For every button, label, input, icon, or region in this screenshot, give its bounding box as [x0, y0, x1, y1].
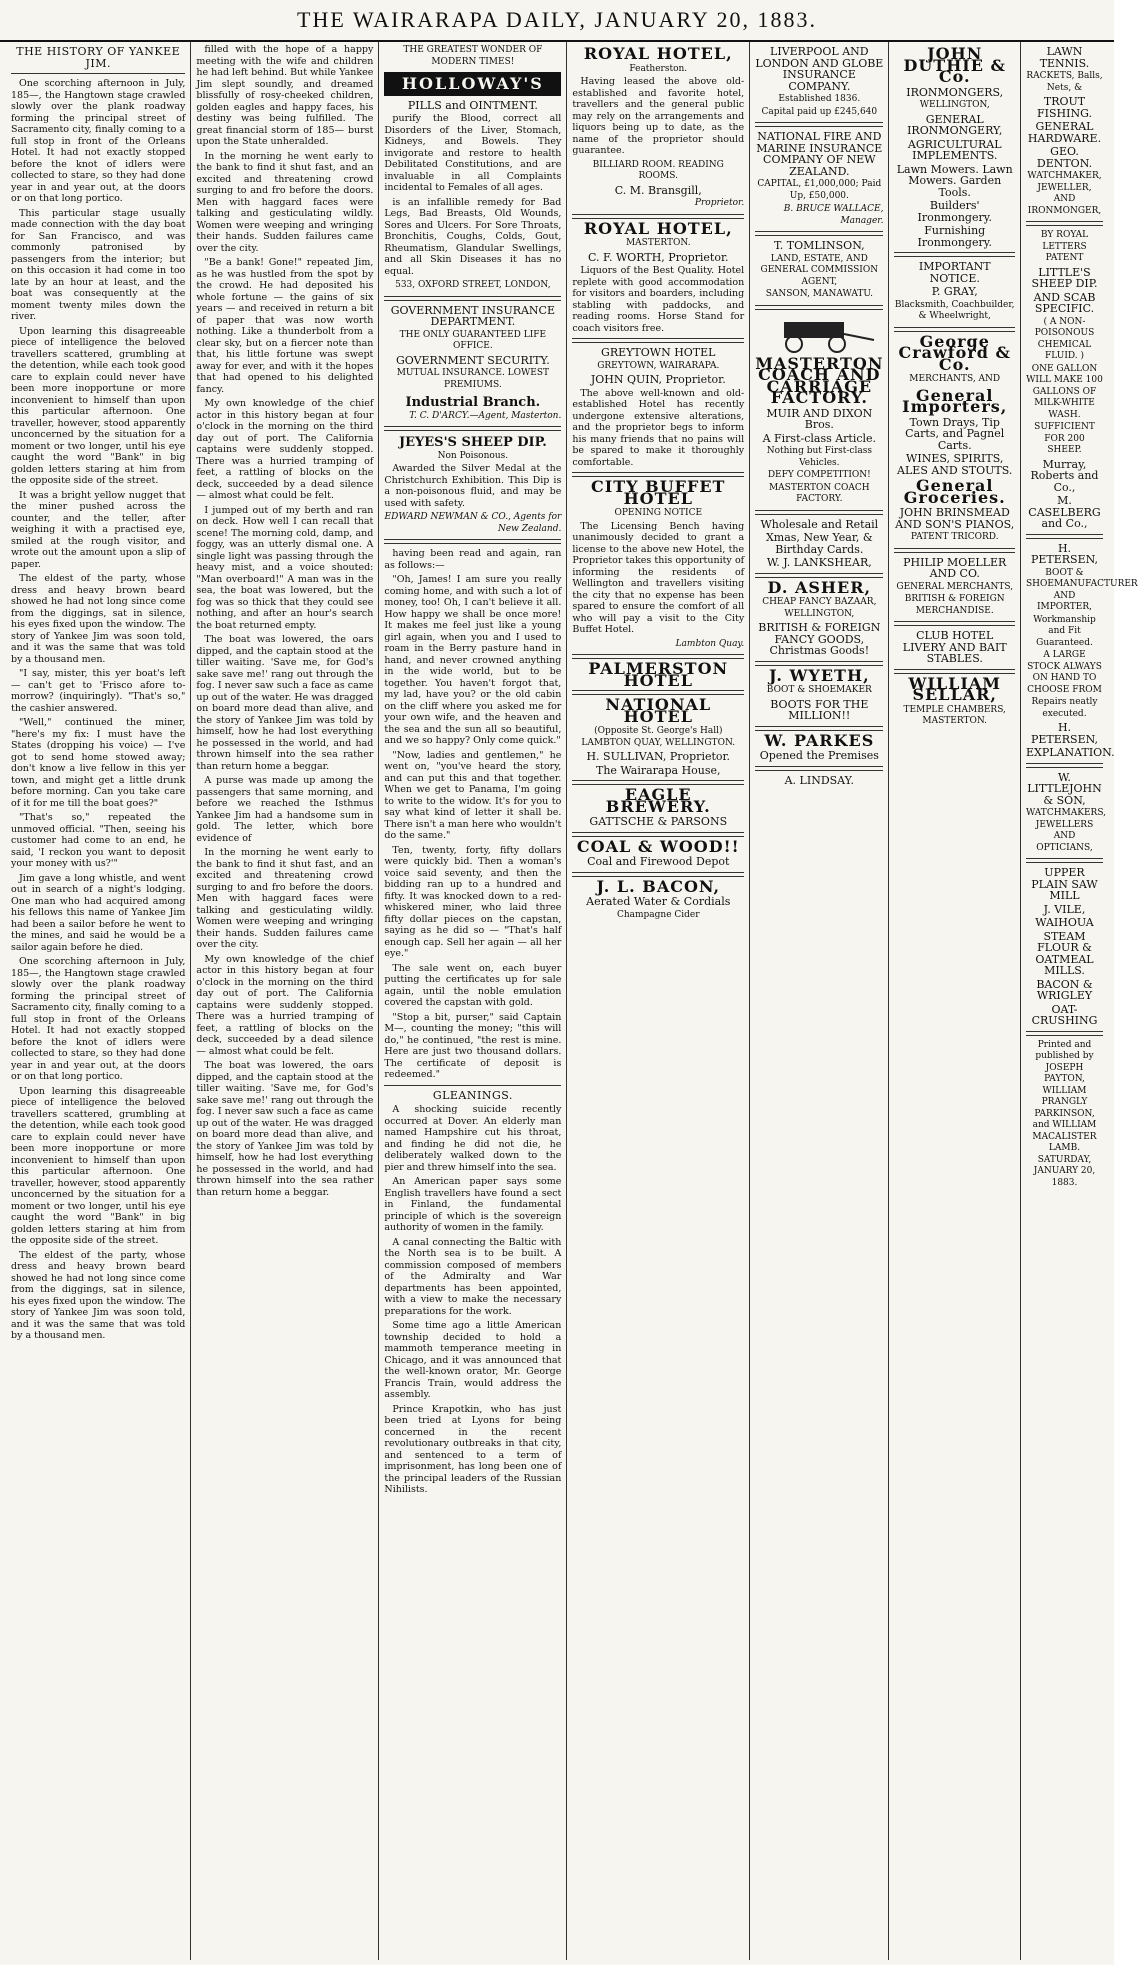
ad-heading: D. ASHER, — [767, 577, 872, 597]
divider — [755, 231, 883, 236]
column-3 — [379, 42, 567, 1960]
ad-signed: Proprietor. — [694, 198, 745, 208]
article-paragraph: In the morning he went early to the bank to find it shut fast, and an excited and threatening crowd surging to and fro before the doors. Men with haggard faces were talking and gesticulating wildly. Women were weeping and wringing their hands. Sudden failures came over the city. — [196, 150, 374, 254]
ad-heading: BACON & WRIGLEY — [1036, 977, 1093, 1002]
divider — [11, 73, 185, 74]
divider — [1026, 763, 1103, 768]
ad-body: Awarded the Silver Medal at the Christchurch Exhibition. This Dip is a non-poisonous fluid, and may be used with safety. — [384, 463, 562, 509]
divider — [894, 669, 1015, 674]
ad-subheading: MERCHANTS, AND — [909, 374, 1001, 384]
ad-subheading: Capital paid up £245,640 — [761, 106, 878, 117]
ad-subheading: WATCHMAKERS, JEWELLERS AND OPTICIANS, — [1026, 808, 1107, 853]
divider — [894, 327, 1015, 332]
article-paragraph: "Now, ladies and gentlemen," he went on, "you've heard the story, and can put this and that together. When we get to Panama, I'm going to write to the widow. It's for you to say what kind of letter it shall be. There isn't a man here who wouldn't do the same." — [384, 749, 562, 841]
ad-subheading: MASTERTON COACH FACTORY. — [768, 482, 870, 504]
ad-heading: AND SCAB SPECIFIC. — [1033, 290, 1096, 315]
ad-signed: Lambton Quay. — [675, 638, 745, 649]
ad-heading: JOHN BRINSMEAD AND SON'S PIANOS, — [895, 506, 1015, 531]
article-paragraph: My own knowledge of the chief actor in this history began at four o'clock in the morning on the third day out of port. The California captains were suddenly stopped. There was a hurried tramping of feet, a rattling of blocks on the deck, succeeded by a dead silence — almost what could be felt. — [196, 953, 374, 1057]
ad-subheading: ONE GALLON WILL MAKE 100 GALLONS OF MILK-WHITE WASH. — [1026, 363, 1103, 420]
ad-subheading: Workmanship and Fit Guaranteed. — [1033, 614, 1096, 648]
article-paragraph: "Oh, James! I am sure you really coming home, and with such a lot of money, too! Oh, I can't believe it all. How happy we shall be once more! It makes me feel just like a young girl again, when you and I used to roam in the Berry pasture hand in hand, and never crowned anything in the wide world, but to be together. You haven't forgot that, my lad, have you? or the old cabin on the cliff where you asked me for your own wife, and the heaven and the sea and the sun all so beautiful, and we so happy? Only come quick." — [384, 574, 562, 746]
article-paragraph: One scorching afternoon in July, 185—, the Hangtown stage crawled slowly over the plank roadway forming the principal street of Sacramento city, finally coming to a full stop in front of the Orleans Hotel. It had not exactly stopped before the knot of idlers were collected to stare, so they had done year in and year out, at the doors or on that long portico. — [11, 956, 186, 1082]
ad-body: Having leased the above old-established and favorite hotel, travellers and the general public may rely on the arrangements and liquors being up to date, as the name of the proprietor should guarantee. — [572, 76, 745, 156]
ad-heading: Builders' Ironmongery. — [917, 199, 992, 224]
ad-heading: PHILIP MOELLER AND CO. — [903, 555, 1007, 580]
ad-subheading: WELLINGTON, — [919, 100, 990, 110]
ad-heading: Opened the Premises — [759, 749, 879, 762]
ad-heading: GENERAL IRONMONGERY, — [907, 112, 1003, 137]
ad-subheading: BOOT & SHOEMANUFACTURER AND IMPORTER, — [1026, 567, 1138, 612]
ad-subheading: Repairs neatly executed. — [1031, 697, 1098, 719]
article-paragraph: The boat was lowered, the oars dipped, and the captain stood at the tiller waiting. 'Save me, for God's sake save me!' rang out through the fog. I never saw such a face as came up out of the water. He was dragged on board more dead than alive, and the story of Yankee Jim was told by himself, how he had lost everything he possessed in the world, and had thrown himself into the sea rather than return home a beggar. — [196, 1060, 374, 1198]
ad-heading: Coal and Firewood Depot — [587, 855, 730, 868]
ad-subheading: (Opposite St. George's Hall) LAMBTON QUAY, WELLINGTON. — [581, 726, 736, 748]
ad-heading: WINES, SPIRITS, ALES AND STOUTS. — [897, 452, 1013, 477]
ad-subheading: Featherston. — [629, 63, 688, 74]
ad-body: Liquors of the Best Quality. Hotel replete with good accommodation for visitors and boarders, including stabling with paddocks, and reading rooms. Horse Stand for coach visitors free. — [572, 265, 745, 334]
ad-heading: WILLIAM SELLAR, — [908, 673, 1001, 704]
ad-address: 533, OXFORD STREET, LONDON, — [395, 280, 551, 290]
ad-subheading: CAPITAL, £1,000,000; Paid Up, £50,000. — [757, 179, 882, 201]
ad-subheading: Blacksmith, Coachbuilder, & Wheelwright, — [894, 299, 1015, 321]
ad-subheading: BILLIARD ROOM. READING ROOMS. — [592, 159, 724, 181]
ad-heading: IMPORTANT NOTICE. — [918, 260, 991, 285]
ad-heading: GOVERNMENT SECURITY. — [395, 353, 550, 367]
ad-heading: WAIHOUA — [1035, 916, 1094, 929]
ad-body: is an infallible remedy for Bad Legs, Bad Breasts, Old Wounds, Sores and Ulcers. For Sore Throats, Bronchitis, Coughs, Colds, Gout, Rheumatism, Glandular Swellings, and all Skin Diseases it has no equal. — [384, 196, 562, 277]
column-5 — [750, 42, 889, 1960]
ad-heading: General Importers, — [902, 385, 1008, 416]
divider — [572, 872, 744, 877]
ad-subheading: TEMPLE CHAMBERS, MASTERTON. — [903, 704, 1006, 726]
gleaning-item: A canal connecting the Baltic with the North sea is to be built. A commission composed of members of the Admiralty and War departments has been appointed, with a view to make the necessary preparations for the work. — [384, 1236, 562, 1317]
ad-subheading: BOOT & SHOEMAKER — [766, 685, 872, 695]
ad-heading: GATTSCHE & PARSONS — [589, 815, 728, 828]
article-paragraph: The boat was lowered, the oars dipped, and the captain stood at the tiller waiting. 'Save me, for God's sake save me!' rang out through the fog. I never saw such a face as came up out of the water. He was dragged on board more dead than alive, and the story of Yankee Jim was told by himself, how he had lost everything he possessed in the world, and had thrown himself into the sea rather than return home a beggar. — [196, 634, 374, 772]
divider — [572, 214, 744, 219]
ad-heading: Murray, Roberts and Co., — [1030, 457, 1099, 494]
ad-heading: W. PARKES — [764, 730, 875, 750]
ad-heading: OAT-CRUSHING — [1031, 1002, 1098, 1027]
divider — [384, 1085, 561, 1086]
ad-heading: Xmas, New Year, & Birthday Cards. — [765, 531, 873, 556]
ad-heading: CITY BUFFET HOTEL — [591, 477, 726, 508]
ad-heading: M. CASELBERG and Co., — [1028, 494, 1101, 530]
divider — [894, 548, 1015, 553]
ad-subheading: SANSON, MANAWATU. — [765, 289, 873, 299]
article-paragraph: A purse was made up among the passengers that same morning, and before we reached the Isthmus Yankee Jim had a handsome sum in gold. The letter, which bore evidence of — [196, 775, 374, 844]
article-paragraph: The sale went on, each buyer putting the certificates up for sale again, until the noble emulation covered the capstan with gold. — [384, 962, 562, 1008]
article-paragraph: In the morning he went early to the bank to find it shut fast, and an excited and threatening crowd surging to and fro before the doors. Men with haggard faces were talking and gesticulating wildly. Women were weeping and wringing their hands. Sudden failures came over the city. — [196, 847, 374, 950]
ad-heading: T. TOMLINSON, — [774, 239, 865, 252]
divider — [755, 573, 883, 578]
ad-proprietor: C. M. Bransgill, — [614, 183, 702, 197]
ad-subheading: RACKETS, Balls, Nets, & — [1026, 71, 1103, 93]
ad-proprietor: P. GRAY, — [931, 285, 978, 298]
divider — [384, 296, 561, 301]
ad-subheading: MASTERTON. — [625, 238, 691, 248]
ad-heading: BRITISH & FOREIGN FANCY GOODS, Christmas Goods! — [758, 621, 881, 657]
ad-subheading: GREYTOWN, WAIRARAPA. — [597, 360, 720, 371]
carriage-icon — [759, 314, 879, 354]
divider — [1026, 858, 1103, 863]
ad-heading: TROUT FISHING. — [1037, 95, 1092, 120]
divider — [1026, 1031, 1103, 1036]
ad-heading: JEYES'S SHEEP DIP. — [398, 435, 547, 450]
ad-heading: J. L. BACON, — [596, 876, 721, 896]
ad-heading: AGRICULTURAL IMPLEMENTS. — [907, 137, 1002, 162]
ad-agent: EDWARD NEWMAN & CO., Agents for New Zealand. — [384, 512, 562, 534]
ad-subheading: Non Poisonous. — [437, 450, 509, 461]
printer-footer: Printed and published by JOSEPH PAYTON, WILLIAM PRANGLY PARKINSON, and WILLIAM MACALISTER LAMB. SATURDAY, JANUARY 20, 1883. — [1032, 1039, 1097, 1188]
divider — [755, 122, 883, 127]
article-paragraph: The eldest of the party, whose dress and heavy brown beard showed he had not long since come from the diggings, sat in silence, his eyes fixed upon the window. The story of Yankee Jim was soon told, and it was the same that was told by a thousand men. — [11, 573, 186, 665]
article-paragraph: My own knowledge of the chief actor in this history began at four o'clock in the morning on the third day out of port. The California captains were suddenly stopped. There was a hurried tramping of feet, a rattling of blocks on the deck, succeeded by a dead silence — almost what could be felt. — [196, 398, 374, 501]
ad-subheading: SUFFICIENT FOR 200 SHEEP. — [1034, 422, 1095, 455]
gleaning-item: An American paper says some English travellers have found a sect in Finland, the fundamental principle of which is the sovereign authority of women in the family. — [384, 1176, 562, 1233]
ad-proprietor: H. SULLIVAN, Proprietor. — [586, 750, 731, 763]
ad-heading: UPPER PLAIN SAW MILL — [1031, 866, 1098, 902]
gleaning-item: Some time ago a little American township decided to hold a mammoth temperance meeting in Chicago, and it was announced that the well-known orator, Mr. George Francis Train, would address the assembly. — [384, 1320, 562, 1400]
divider — [755, 510, 883, 515]
article-paragraph: The eldest of the party, whose dress and heavy brown beard showed he had not long since come from the diggings, sat in silence, his eyes fixed upon the window. The story of Yankee Jim was soon told, and it was the same that was told by a thousand men. — [11, 1249, 186, 1341]
article-paragraph: "Stop a bit, purser," said Captain M—, counting the money; "this will do," he continued, "the rest is mine. Here are just two thousand dollars. The certificate of deposit is redeemed." — [384, 1011, 562, 1080]
ad-subheading: DEFY COMPETITION! — [767, 470, 871, 480]
ad-heading: ROYAL HOTEL, — [583, 44, 733, 63]
ad-proprietor: W. J. LANKSHEAR, — [766, 556, 872, 569]
column-2 — [191, 42, 379, 1960]
article-paragraph: filled with the hope of a happy meeting with the wife and children he had left behind. But while Yankee Jim slept soundly, and dreamed blissfully of rosy-cheeked children, golden eagles and happy faces, his destiny was being fulfilled. The great financial storm of 185— burst upon the State unheralded. — [196, 44, 374, 147]
ad-heading: W. LITTLEJOHN & SON, — [1027, 770, 1102, 807]
divider — [894, 621, 1015, 626]
article-heading: THE HISTORY OF YANKEE JIM. — [16, 45, 181, 70]
ad-heading: EAGLE BREWERY. — [605, 785, 711, 816]
ad-heading: LITTLE'S SHEEP DIP. — [1031, 265, 1098, 290]
article-paragraph: Upon learning this disagreeable piece of intelligence the beloved travellers scattered, grumbling at the detention, while each took good care to explain could never have been more inopportune or more inconvenient to himself than upon this particular afternoon. One traveller, however, stood apparently unconcerned by the situation for a moment or two longer, until his eye caught the word "Bank" in big golden letters staring at him from the opposite side of the street. — [11, 325, 186, 486]
gleanings-heading: GLEANINGS. — [432, 1088, 513, 1102]
ad-subheading: Established 1836. — [778, 94, 861, 104]
ad-subheading: LAND, ESTATE, AND GENERAL COMMISSION AGENT, — [760, 253, 879, 287]
ad-subheading: GENERAL MERCHANTS, — [896, 581, 1014, 592]
gleaning-item: A shocking suicide recently occurred at Dover. An elderly man named Hampshire cut his throat, and finding he did not die, he deliberately walked down to the pier and threw himself into the sea. — [384, 1104, 562, 1173]
divider — [755, 305, 883, 310]
ad-subheading: A LARGE STOCK ALWAYS ON HAND TO CHOOSE FROM — [1027, 650, 1102, 695]
ad-heading: Furnishing Ironmongery. — [917, 224, 992, 249]
column-7 — [1021, 42, 1138, 1960]
article-paragraph: Jim gave a long whistle, and went out in search of a night's lodging. One man who had acquired among his fellows this name of Yankee Jim had been a sailor before he went to the mines, and said he would be a sailor again before he died. — [11, 872, 186, 953]
article-paragraph: It was a bright yellow nugget that the miner pushed across the counter, and the teller, after weighing it with a practised eye, smiled at the rough visitor, and wrote out the amount upon a slip of paper. — [11, 489, 186, 570]
column-4 — [567, 42, 750, 1960]
columns — [6, 42, 1138, 1960]
ad-heading: GEO. DENTON. — [1036, 145, 1093, 170]
ad-heading: The Wairarapa House, — [595, 763, 721, 777]
article-paragraph: This particular stage usually made connection with the day boat for San Francisco, and was commonly patronised by passengers from the interior; but on this occasion it had come in too late by an hour at least, and the boat was consequently at the moment twenty miles down the river. — [11, 207, 186, 322]
ad-heading: Town Drays, Tip Carts, and Pagnel Carts. — [905, 415, 1005, 452]
ad-heading: MUIR AND DIXON Bros. — [766, 406, 873, 431]
ad-subheading: ( A NON-POISONOUS CHEMICAL FLUID. ) — [1034, 316, 1095, 361]
divider — [1026, 534, 1103, 539]
ad-heading: IRONMONGERS, — [906, 85, 1004, 99]
ad-subheading: OPENING NOTICE — [614, 508, 703, 518]
ad-heading: Aerated Water & Cordials — [586, 895, 731, 908]
ad-heading: GENERAL HARDWARE. — [1027, 120, 1102, 145]
ad-body: The above well-known and old-established Hotel has recently undergone extensive alterations, and the proprietor begs to inform his many friends that no pains will be spared to make it thoroughly comfortable. — [572, 387, 745, 468]
ad-proprietor: JOHN QUIN, Proprietor. — [590, 373, 726, 386]
divider — [1026, 221, 1103, 226]
ad-subheading: CHEAP FANCY BAZAAR, WELLINGTON, — [762, 597, 877, 619]
ad-heading: NATIONAL FIRE AND MARINE INSURANCE COMPANY OF NEW ZEALAND. — [756, 130, 883, 178]
ad-signed: B. BRUCE WALLACE, Manager. — [783, 204, 884, 226]
divider — [384, 426, 561, 431]
ad-heading: PALMERSTON HOTEL — [588, 659, 729, 690]
article-paragraph: "Be a bank! Gone!" repeated Jim, as he was hustled from the spot by the crowd. He had deposited his whole fortune — the gains of six years — and received in return a bit of paper that was now worth nothing. Like a thunderbolt from a clear sky, but on a fiercer note than that, his little fortune was swept away for ever, and with it the hopes that had opened to his delighted fancy. — [196, 257, 374, 395]
ad-subheading: BY ROYAL LETTERS PATENT — [1040, 230, 1089, 263]
divider — [572, 338, 744, 343]
ad-heading: H. PETERSEN, — [1030, 721, 1099, 746]
ad-heading: BOOTS FOR THE MILLION!! — [770, 697, 869, 722]
ad-agent: T. C. D'ARCY.—Agent, Masterton. — [409, 410, 562, 421]
ad-heading: NATIONAL HOTEL — [605, 695, 712, 726]
ad-heading: CLUB HOTEL LIVERY AND BAIT STABLES. — [902, 629, 1007, 665]
ad-subheading: PATENT TRICORD. — [910, 532, 999, 542]
ad-subheading: Nothing but First-class Vehicles. — [766, 446, 872, 468]
divider — [572, 832, 744, 837]
ad-heading: Lawn Mowers. Lawn Mowers. Garden Tools. — [896, 162, 1013, 199]
ad-subheading: BRITISH & FOREIGN MERCHANDISE. — [904, 594, 1005, 616]
ad-heading: J. WYETH, — [768, 665, 870, 685]
divider — [384, 539, 561, 544]
article-paragraph: Ten, twenty, forty, fifty dollars were quickly bid. Then a woman's voice said seventy, and then the bidding ran up to a hundred and fifty. It was knocked down to a red-whiskered miner, who laid three fifty dollar pieces on the capstan, saying as he did so — "That's half enough cap. Sell her again — all her eye." — [384, 844, 562, 959]
ad-subheading: THE ONLY GUARANTEED LIFE OFFICE. — [399, 329, 547, 351]
article-paragraph: "I say, mister, this yer boat's left — can't get to 'Frisco afore to-morrow? (inquiringly). "That's so," the cashier answered. — [11, 668, 186, 714]
ad-heading: A. LINDSAY. — [784, 773, 855, 787]
ad-heading: STEAM FLOUR & OATMEAL MILLS. — [1035, 929, 1094, 977]
ad-heading: LIVERPOOL AND LONDON AND GLOBE INSURANCE COMPANY. — [755, 45, 884, 93]
ad-heading: JOHN DUTHIE & Co. — [903, 44, 1006, 86]
ad-heading: MASTERTON COACH AND CARRIAGE FACTORY. — [755, 353, 884, 407]
ad-heading: Industrial Branch. — [405, 395, 541, 410]
ad-proprietor: C. F. WORTH, Proprietor. — [588, 250, 729, 264]
article-paragraph: "That's so," repeated the unmoved official. "Then, seeing his customer had come to an end, he said, 'I reckon you want to deposit your money with us?'" — [11, 812, 186, 869]
ad-heading: George Crawford & Co. — [898, 331, 1011, 374]
ad-subheading: Champagne Cider — [616, 909, 700, 920]
ad-heading: GREYTOWN HOTEL — [601, 346, 716, 359]
article-paragraph: I jumped out of my berth and ran on deck. How well I can recall that scene! The morning cold, damp, and foggy, was an utterly dismal one. A single light was passing through the heavy mist, and a voice shouted: "Man overboard!" A man was in the sea, the boat was lowered, but the fog was so thick that they could see nothing, and after an hour's search the boat returned empty. — [196, 504, 374, 631]
ad-heading: A First-class Article. — [762, 431, 877, 445]
divider — [755, 766, 883, 771]
ad-heading: Wholesale and Retail — [760, 517, 879, 531]
ad-heading: GOVERNMENT INSURANCE DEPARTMENT. — [390, 303, 556, 328]
ad-heading: COAL & WOOD!! — [576, 836, 740, 856]
ad-heading: ROYAL HOTEL, — [583, 218, 733, 238]
masthead: THE WAIRARAPA DAILY, JANUARY 20, 1883. — [0, 0, 1114, 42]
ad-subheading: MUTUAL INSURANCE. LOWEST PREMIUMS. — [396, 368, 550, 390]
article-paragraph: having been read and again, ran as follows:— — [384, 548, 562, 571]
column-1 — [6, 42, 191, 1960]
ad-heading: H. PETERSEN, — [1030, 541, 1099, 566]
ad-tagline: THE GREATEST WONDER OF MODERN TIMES! — [403, 45, 543, 67]
ad-body: purify the Blood, correct all Disorders of the Liver, Stomach, Kidneys, and Bowels. They invigorate and restore to health Debilitated Constitutions, and are invaluable in all Complaints incidental to Females of all ages. — [384, 113, 562, 193]
ad-heading: EXPLANATION. — [1026, 746, 1115, 759]
ad-heading: General Groceries. — [903, 476, 1006, 507]
ad-product: PILLS and OINTMENT. — [407, 98, 538, 112]
ad-heading: J. VILE, — [1043, 902, 1086, 916]
article-paragraph: "Well," continued the miner, "here's my fix: I must have the States (dropping his voice) — I've got to send home stowed away; don't know a live fellow in this yer town, and might get a little drunk before morning. Can you take care of it for me till the boat goes?" — [11, 717, 186, 809]
gleaning-item: Prince Krapotkin, who has just been tried at Lyons for being concerned in the recent revolutionary outbreaks in that city, and sentenced to a term of imprisonment, has long been one of the principal leaders of the Russian Nihilists. — [384, 1403, 562, 1495]
holloways-logo: HOLLOWAY'S — [384, 72, 561, 96]
article-paragraph: Upon learning this disagreeable piece of intelligence the beloved travellers scattered, grumbling at the detention, while each took good care to explain could never have been more inopportune or more inconvenient to himself than upon this particular afternoon. One traveller, however, stood apparently unconcerned by the situation for a moment or two longer, until his eye caught the word "Bank" in big golden letters staring at him from the opposite side of the street. — [11, 1085, 186, 1246]
ad-body: The Licensing Bench having unanimously decided to grant a license to the above new Hotel, the Proprietor takes this opportunity of informing the residents of Wellington and travellers visiting the city that no expense has been spared to ensure the comfort of all who will pay a visit to the City Buffet Hotel. — [572, 520, 745, 635]
article-paragraph: One scorching afternoon in July, 185—, the Hangtown stage crawled slowly over the plank roadway forming the principal street of Sacramento city, finally coming to a full stop in front of the Orleans Hotel. It had not exactly stopped before the knot of idlers were collected to stare, so they had done year in and year out, at the doors or on that long portico. — [11, 78, 186, 204]
ad-subheading: WATCHMAKER, JEWELLER, AND IRONMONGER, — [1027, 171, 1102, 216]
divider — [755, 726, 883, 731]
column-6 — [889, 42, 1021, 1960]
divider — [894, 252, 1015, 257]
divider — [755, 661, 883, 666]
ad-heading: LAWN TENNIS. — [1039, 45, 1090, 70]
